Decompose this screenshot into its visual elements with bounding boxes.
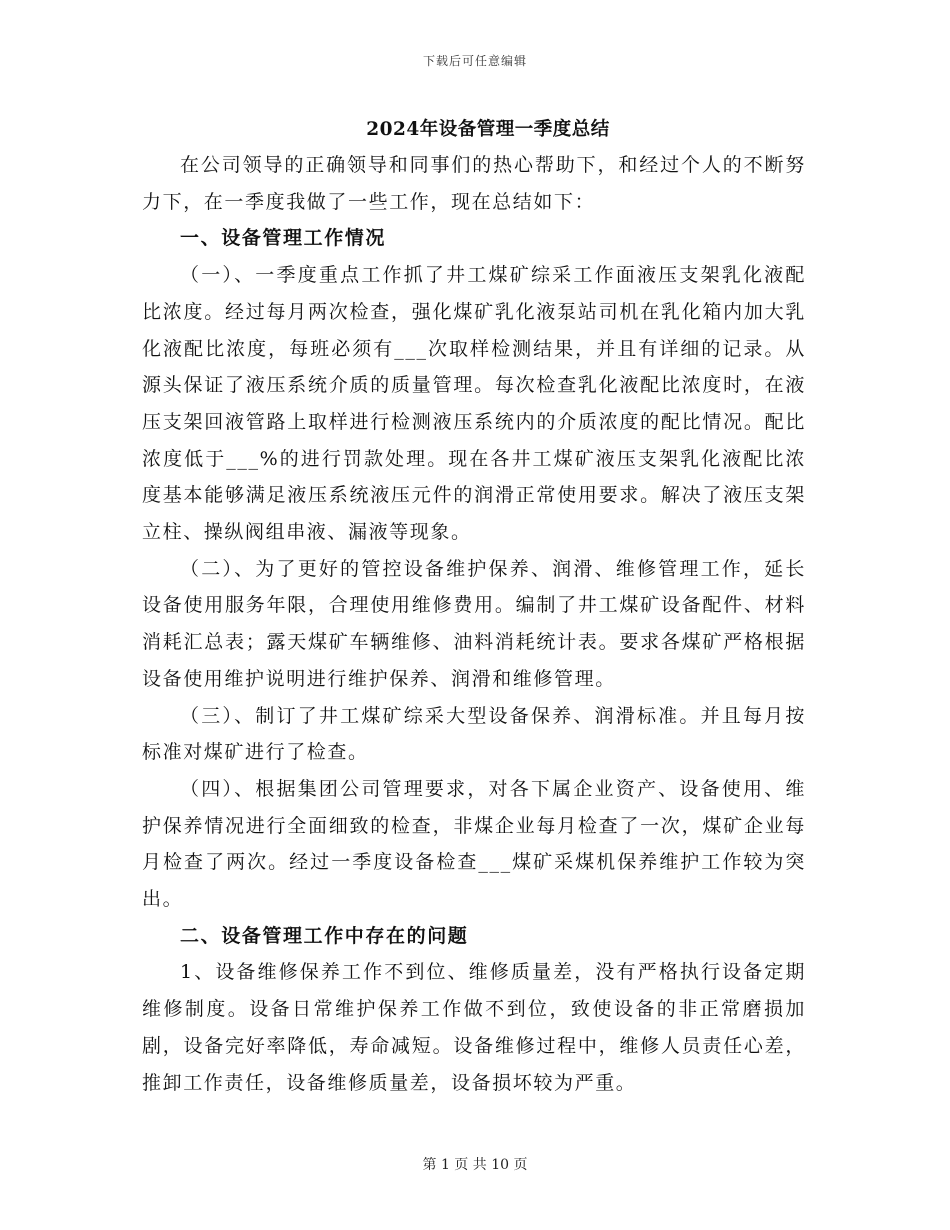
document-body [142, 113, 806, 1101]
page-number-footer: 第 1 页 共 10 页 [422, 1157, 528, 1173]
section-1-paragraph-2: （二）、为了更好的管控设备维护保养、润滑、维修管理工作，延长设备使用服务年限，合理使用维修费用。编制了井工煤矿设备配件、材料消耗汇总表；露天煤矿车辆维修、油料消耗统计表。要求各煤矿严格根据设备使用维护说明进行维护保养、润滑和维修管理。 [142, 557, 806, 690]
header-note: 下载后可任意编辑 [422, 54, 527, 68]
section-heading-1: 一、设备管理工作情况 [180, 227, 387, 250]
document-title: 2024年设备管理一季度总结 [366, 119, 610, 140]
section-1-paragraph-3: （三）、制订了井工煤矿综采大型设备保养、润滑标准。并且每月按标准对煤矿进行了检查。 [142, 704, 806, 764]
section-1-paragraph-1: （一）、一季度重点工作抓了井工煤矿综采工作面液压支架乳化液配比浓度。经过每月两次检查，强化煤矿乳化液泵站司机在乳化箱内加大乳化液配比浓度，每班必须有___次取样检测结果，并且有详细的记录。从源头保证了液压系统介质的质量管理。每次检查乳化液配比浓度时，在液压支架回液管路上取样进行检测液压系统内的介质浓度的配比情况。配比浓度低于___%的进行罚款处理。现在各井工煤矿液压支架乳化液配比浓度基本能够满足液压系统液压元件的润滑正常使用要求。解决了液压支架立柱、操纵阀组串液、漏液等现象。 [142, 264, 806, 544]
section-heading-2: 二、设备管理工作中存在的问题 [180, 924, 469, 947]
section-1-paragraph-4: （四）、根据集团公司管理要求，对各下属企业资产、设备使用、维护保养情况进行全面细致的检查，非煤企业每月检查了一次，煤矿企业每月检查了两次。经过一季度设备检查___煤矿采煤机保养维护工作较为突出。 [142, 777, 806, 911]
intro-paragraph: 在公司领导的正确领导和同事们的热心帮助下，和经过个人的不断努力下，在一季度我做了一些工作，现在总结如下： [142, 154, 806, 213]
section-2-paragraph-1: 1、设备维修保养工作不到位、维修质量差，没有严格执行设备定期维修制度。设备日常维护保养工作做不到位，致使设备的非正常磨损加剧，设备完好率降低，寿命减短。设备维修过程中，维修人员责任心差，推卸工作责任，设备维修质量差，设备损坏较为严重。 [142, 961, 806, 1094]
